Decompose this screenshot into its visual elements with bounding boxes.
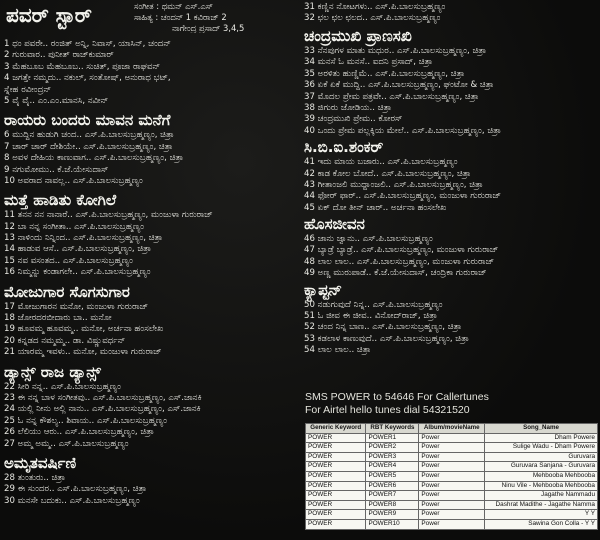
song-line: 36 ಏಕೆ ಏಕೆ ಮುದ್ದಿ.. ಎಸ್.ಪಿ.ಬಾಲಸುಬ್ರಹ್ಮಣ್ಯಂ, ಘಂಟೋ & ಚಿತ್ರಾ [304, 80, 494, 91]
song-line: 18 ಜೋರದರಬೀದಾರು ಬಾ.. ಮನೋ [4, 313, 112, 324]
table-cell: POWER [306, 462, 366, 472]
table-row [306, 462, 598, 472]
song-line: 1 ಧಂ ಪವರೇ.. ರಂಜಿತ್ ಅನ್ನಿ, ನಿವಾಸ್, ಯಾಸಿನ್, ಚಂದನ್ [4, 39, 171, 49]
table-cell: POWER [306, 481, 366, 491]
section-title: ರಾಯರು ಬಂದರು ಮಾವನ ಮನೆಗೆ [4, 111, 171, 130]
song-line: 6 ಮುದ್ದಿನ ಹುಡುಗಿ ಚಂದ.. ಎಸ್.ಪಿ.ಬಾಲಸುಬ್ರಹ್ಮಣ್ಯಂ, ಚಿತ್ರಾ [4, 130, 174, 141]
song-line: 32 ಛಲ ಛಲ ಛಲದ.. ಎಸ್.ಪಿ.ಬಾಲಸುಬ್ರಹ್ಮಣ್ಯಂ [304, 13, 441, 24]
song-line: 20 ಕನ್ನಡದ ನಮ್ಮಮ್ಮ.. ಡಾ. ವಿಷ್ಣುವರ್ಧನ್ [4, 335, 126, 346]
song-section [304, 280, 598, 357]
continued-songs [304, 2, 598, 25]
table-cell: POWER [306, 471, 366, 481]
section-title: ಅಮೃತವರ್ಷಿಣಿ [4, 453, 77, 472]
song-line: 3 ಮೆಹಬೂಬ ಮೆಹಬೂಬ.. ಸುಚಿತ್, ಪೂಜಾ ರಾಘವನ್ [4, 61, 161, 72]
song-line: 43 ಗೀತಾಂಜಲಿ ಮುಧ್ದಾಂಜಲಿ.. ಎಸ್.ಪಿ.ಬಾಲಸುಬ್ರಹ್ಮಣ್ಯಂ, ಚಿತ್ರಾ [304, 179, 483, 190]
song-line: 52 ಚಂದ ನಿನ್ನ ಬಾಣ.. ಎಸ್.ಪಿ.ಬಾಲಸುಬ್ರಹ್ಮಣ್ಯಂ, ಚಿತ್ರಾ [304, 322, 462, 333]
song-line: 47 ಬ್ಯಾಡ್ರೆ ಬ್ಯಾಡ್ರೆ.. ಎಸ್.ಪಿ.ಬಾಲಸುಬ್ರಹ್ಮಣ್ಯಂ, ಮಂಜುಳಾ ಗುರುರಾಜ್ [304, 245, 499, 256]
column-header: Album/movieName [419, 424, 485, 434]
table-cell: POWER [306, 452, 366, 462]
song-section [304, 137, 598, 214]
table-cell: Power [419, 462, 485, 472]
song-section [304, 26, 598, 137]
table-cell: POWER9 [366, 510, 419, 520]
song-line: 12 ಬಾ ನನ್ನ ಸಂಗೀತಾ.. ಎಸ್.ಪಿ.ಬಾಲಸುಬ್ರಹ್ಮಣ್ಯಂ [4, 221, 145, 232]
table-body [306, 433, 598, 529]
sms-line-hellotunes: For Airtel hello tunes dial 54321520 [305, 404, 470, 416]
song-line: 51 ಓ ಜೀವ ಈ ಜೀವ.. ವಿನೋದ್‌ರಾಜ್, ಚಿತ್ರಾ [304, 311, 438, 322]
song-line: 7 ಚಾರ್ ಚಾರ್ ದೇಶಿಯೇ.. ಎಸ್.ಪಿ.ಬಾಲಸುಬ್ರಹ್ಮಣ್ಯಂ, ಚಿತ್ರಾ [4, 141, 173, 152]
song-line: 21 ಯಾರಮ್ಮ ಇವಳು.. ಮನೋ, ಮಂಜುಳಾ ಗುರುರಾಜ್ [4, 347, 162, 358]
table-row [306, 519, 598, 529]
song-section [304, 214, 598, 280]
table-cell: Power [419, 510, 485, 520]
table-cell: Jagathe Nammadu [485, 491, 598, 501]
table-row [306, 500, 598, 510]
table-cell: POWER10 [366, 519, 419, 529]
song-line: 40 ಒಂದು ಪ್ರೇಮ ಪಲ್ಲಕ್ಕಿಯ ಮೇಲೆ.. ಎಸ್.ಪಿ.ಬಾಲಸುಬ್ರಹ್ಮಣ್ಯಂ, ಚಿತ್ರಾ [304, 125, 502, 136]
table-cell: Sulige Wadu - Dham Powere [485, 443, 598, 453]
song-line: 53 ಕಡಲಾಳ ಕಾಣುವುದೆ.. ಎಸ್.ಪಿ.ಬಾಲಸುಬ್ರಹ್ಮಣ್ಯಂ, ಚಿತ್ರಾ [304, 333, 470, 344]
table-cell: POWER [306, 510, 366, 520]
song-section [4, 110, 302, 187]
song-line: 54 ಲಾಲ ಲಾಲ.. ಚಿತ್ರಾ [304, 345, 371, 356]
song-line: 33 ನೆನಪುಗಳ ಮಾತು ಮಧುರ.. ಎಸ್.ಪಿ.ಬಾಲಸುಬ್ರಹ್ಮಣ್ಯಂ, ಚಿತ್ರಾ [304, 46, 487, 56]
table-row [306, 481, 598, 491]
table-row [306, 452, 598, 462]
table-cell: POWER [306, 433, 366, 443]
song-line: 13 ನಾಳಿಂದು ನಿನ್ನಿಂದ.. ಎಸ್.ಪಿ.ಬಾಲಸುಬ್ರಹ್ಮಣ್ಯಂ, ಚಿತ್ರಾ [4, 233, 163, 244]
table-cell: Dham Powere [485, 433, 598, 443]
credits-block [134, 1, 304, 33]
table-cell: POWER6 [366, 481, 419, 491]
song-line: 2 ಗುರುವಾರ.. ಪುನೀತ್ ರಾಜ್‌ಕುಮಾರ್ [4, 50, 114, 61]
table-cell: Dashrat Madithe - Jagathe Namma [485, 500, 598, 510]
table-cell: POWER2 [366, 443, 419, 453]
sms-line-callertunes: SMS POWER to 54646 For Callertunes [305, 391, 489, 403]
song-line: 4 ಜಗತ್ತೇ ನಮ್ಮದು.. ನಕುಲ್, ಸಂತೋಷ್, ಅನುರಾಧ ಭಟ್, [4, 73, 171, 84]
song-line: 14 ಹಾಡುವ ಆಸೆ.. ಎಸ್.ಪಿ.ಬಾಲಸುಬ್ರಹ್ಮಣ್ಯಂ, ಚಿತ್ರಾ [4, 244, 152, 255]
song-line: 46 ಜಾನು ಜ್ವಾನು.. ಎಸ್.ಪಿ.ಬಾಲಸುಬ್ರಹ್ಮಣ್ಯಂ [304, 234, 433, 245]
table-cell: POWER1 [366, 433, 419, 443]
song-line: 31 ಕಣ್ಣಿನ ನೋಟಗಳು.. ಎಸ್.ಪಿ.ಬಾಲಸುಬ್ರಹ್ಮಣ್ಯಂ [304, 2, 446, 12]
song-line: 34 ಮನಸೆ ಓ ಮನಸೆ.. ಐದನಿ ಪ್ರಸಾದ್, ಚಿತ್ರಾ [304, 57, 433, 68]
song-line: 9 ನಗುಮೋಮು.. ಕೆ.ಜೆ.ಯೇಸುದಾಸ್ [4, 164, 109, 175]
song-line: ಸ್ನೇಹ ರವೀಂದ್ರನ್ [4, 84, 52, 95]
song-line: 25 ಓ ನನ್ನ ಕೌಶಲ್ಯ.. ಶಿವಾಯ.. ಎಸ್.ಪಿ.ಬಾಲಸುಬ್ರಹ್ಮಣ್ಯಂ [4, 415, 168, 426]
song-line: 49 ಅಣ್ಣ ಮುರುಪಾಡೆ.. ಕೆ.ಜೆ.ಯೇಸುದಾಸ್, ಚಂದ್ರಿಕಾ ಗುರುರಾಜ್ [304, 268, 487, 279]
section-title: ಮತ್ತೆ ಹಾಡಿತು ಕೋಗಿಲೆ [4, 191, 117, 210]
left-song-sections [4, 39, 302, 507]
song-section [4, 282, 302, 359]
song-line: 19 ಹೂವಮ್ಮ ಹೂವಮ್ಮ.. ಮನೋ, ಅರ್ಚನಾ ಹಂಸಲೇಖ [4, 324, 164, 335]
song-line: 41 ಇದು ಮಾಯ ಬಜಾರು.. ಎಸ್.ಪಿ.ಬಾಲಸುಬ್ರಹ್ಮಣ್ಯಂ [304, 157, 458, 168]
song-line: 48 ಲಾಲ ಲಾಲ.. ಎಸ್.ಪಿ.ಬಾಲಸುಬ್ರಹ್ಮಣ್ಯಂ, ಮಂಜುಳಾ ಗುರುರಾಜ್ [304, 256, 495, 267]
table-cell: POWER [306, 500, 366, 510]
song-line: 42 ಕಾಡ ಕೋಲ ಬೋದೆ.. ಎಸ್.ಪಿ.ಬಾಲಸುಬ್ರಹ್ಮಣ್ಯಂ, ಚಿತ್ರಾ [304, 168, 471, 179]
table-header-row [306, 424, 598, 434]
table-cell: POWER [306, 443, 366, 453]
section-title: ಸಿ.ಬಿ.ಐ.ಶಂಕರ್ [304, 138, 384, 157]
song-line: 15 ನವ ವಸಂತದ.. ಎಸ್.ಪಿ.ಬಾಲಸುಬ್ರಹ್ಮಣ್ಯಂ [4, 255, 133, 266]
song-line: 8 ಅವಳ ದೇಹಿಯ ಕಾಣುವಾಗ.. ಎಸ್.ಪಿ.ಬಾಲಸುಬ್ರಹ್ಮಣ್ಯಂ, ಚಿತ್ರಾ [4, 153, 184, 164]
table-cell: Ninu Vile - Mehbooba Mehbooba [485, 481, 598, 491]
table-cell: POWER [306, 491, 366, 501]
song-line: 11 ತನನ ನನ ನಾನಾರೆ.. ಎಸ್.ಪಿ.ಬಾಲಸುಬ್ರಹ್ಮಣ್ಯಂ, ಮಂಜುಳಾ ಗುರುರಾಜ್ [4, 210, 213, 221]
table-cell: Power [419, 433, 485, 443]
section-title: ಕ್ಯಾಪ್ಟನ್ [304, 280, 343, 299]
song-line: 44 ಫೋರ್ ಫಾರ್.. ಎಸ್.ಪಿ.ಬಾಲಸುಬ್ರಹ್ಮಣ್ಯಂ, ಮಂಜುಳಾ ಗುರುರಾಜ್ [304, 191, 502, 202]
song-section [4, 190, 302, 278]
table-cell: Sawina Gon Colla - Y Y [485, 519, 598, 529]
song-line: 35 ಅರಳಿತು ಹುಣ್ಣಿಮೆ.. ಎಸ್.ಪಿ.ಬಾಲಸುಬ್ರಹ್ಮಣ್ಯಂ, ಚಿತ್ರಾ [304, 68, 465, 79]
table-row [306, 443, 598, 453]
table-cell: Power [419, 471, 485, 481]
song-line: 38 ಜಿಗುರು ಜೋಡಿಯ.. ಚಿತ್ರಾ [304, 102, 392, 113]
credit-line-music: ಸಂಗೀತ : ಥಮನ್ ಎಸ್.ಎಸ್ [134, 1, 213, 11]
song-line: 50 ನಡುಗುವುದೆ ನಿನ್ನ.. ಎಸ್.ಪಿ.ಬಾಲಸುಬ್ರಹ್ಮಣ್ಯಂ [304, 299, 443, 310]
table-cell: Y Y [485, 510, 598, 520]
table-row [306, 433, 598, 443]
table-cell: Power [419, 500, 485, 510]
table-row [306, 491, 598, 501]
song-line: 5 ವೈ ವೈ.. ಎಂ.ಎಂ.ಮಾನಸಿ, ನವೀನ್ [4, 95, 109, 106]
table-cell: POWER [306, 519, 366, 529]
table-cell: Guruvara Sanjana - Guruvara [485, 462, 598, 472]
table-cell: Power [419, 491, 485, 501]
song-line: 22 ಸೀರಿ ನನ್ನ.. ಎಸ್.ಪಿ.ಬಾಲಸುಬ್ರಹ್ಮಣ್ಯಂ [4, 381, 121, 392]
section-title: ಡ್ಯಾನ್ಸ್ ರಾಜ ಡ್ಯಾನ್ಸ್ [4, 362, 101, 381]
song-line: 30 ಮನಸೇ ಬದುಕು.. ಎಸ್.ಪಿ.ಬಾಲಸುಬ್ರಹ್ಮಣ್ಯಂ [4, 495, 140, 506]
song-line: 29 ಈ ಸುಂದರ.. ಎಸ್.ಪಿ.ಬಾಲಸುಬ್ರಹ್ಮಣ್ಯಂ, ಚಿತ್ರಾ [4, 484, 147, 495]
song-line: 37 ಮೊದಲ ಪ್ರೇಮ ಪತ್ರವೇ.. ಎಸ್.ಪಿ.ಬಾಲಸುಬ್ರಹ್ಮಣ್ಯಂ, ಚಿತ್ರಾ [304, 91, 479, 102]
column-header: Song_Name [485, 424, 598, 434]
song-line: 26 ಲೆಲಿಯು ಆರು.. ಎಸ್.ಪಿ.ಬಾಲಸುಬ್ರಹ್ಮಣ್ಯಂ, ಚಿತ್ರಾ [4, 427, 155, 438]
right-song-sections [304, 26, 598, 357]
song-section [4, 362, 302, 450]
table-cell: Power [419, 452, 485, 462]
section-title: ಮೋಜುಗಾರ ಸೊಗಸುಗಾರ [4, 282, 130, 301]
table-cell: POWER4 [366, 462, 419, 472]
table-cell: POWER7 [366, 491, 419, 501]
song-line: 23 ಈ ನನ್ನ ಬಾಳ ಸಂಗೀತವು.. ಎಸ್.ಪಿ.ಬಾಲಸುಬ್ರಹ್ಮಣ್ಯಂ, ಎಸ್.ಜಾನಕಿ [4, 392, 202, 403]
credit-line-lyrics: ಸಾಹಿತ್ಯ : ಚಂದನ್ 1 ಕವಿರಾಜ್ 2 [134, 11, 227, 22]
table-cell: POWER5 [366, 471, 419, 481]
song-line: 39 ಚಂದ್ರಮುಖಿ ಪ್ರೇಮ.. ಕೋರಸ್ [304, 114, 403, 125]
song-line: 17 ಮೋಜುಗಾರನ ಮನೋ, ಮಂಜುಳಾ ಗುರುರಾಜ್ [4, 301, 149, 312]
song-line: 28 ತುಂತುರು.. ಚಿತ್ರಾ [4, 472, 66, 483]
song-line: 27 ಅಮ್ಮ ಅಮ್ಮ.. ಎಸ್.ಪಿ.ಬಾಲಸುಬ್ರಹ್ಮಣ್ಯಂ [4, 438, 129, 449]
album-title: ಪವರ್ ಸ್ಟಾರ್ [6, 3, 92, 27]
song-section [4, 39, 302, 107]
credit-line-lyrics-2: ನಾಗೇಂದ್ರ ಪ್ರಸಾದ್ 3,4,5 [172, 22, 245, 33]
song-line: 24 ಯಲ್ಲಿ ನೀನು ಅಲ್ಲಿ ನಾನು.. ಎಸ್.ಪಿ.ಬಾಲಸುಬ್ರಹ್ಮಣ್ಯಂ, ಎಸ್.ಜಾನಕಿ [4, 404, 201, 415]
section-title: ಹೊಸಜೀವನ [304, 215, 365, 234]
table-cell: Power [419, 519, 485, 529]
table-cell: Mehbooba Mehbooba [485, 471, 598, 481]
table-cell: POWER8 [366, 500, 419, 510]
table-row [306, 510, 598, 520]
song-line: 45 ಏಕ್ ದೋ ತೀನ್ ಚಾರ್.. ಅರ್ಚನಾ ಹಂಸಲೇಖ [304, 202, 447, 213]
column-header: Generic Keyword [306, 424, 366, 434]
table-cell: Guruvara [485, 452, 598, 462]
table-cell: Power [419, 443, 485, 453]
song-section [4, 453, 302, 507]
section-title: ಚಂದ್ರಮುಖಿ ಪ್ರಾಣಸಖಿ [304, 27, 412, 45]
sms-info [305, 391, 489, 417]
song-line: 10 ಅವರಾದ ನಾವಲ್ಲ.. ಎಸ್.ಪಿ.ಬಾಲಸುಬ್ರಹ್ಮಣ್ಯಂ [4, 175, 143, 186]
song-line: 16 ನಿಮ್ಮನ್ನು ಕಂಡಾಗಲೇ.. ಎಸ್.ಪಿ.ಬಾಲಸುಬ್ರಹ್ಮಣ್ಯಂ [4, 267, 151, 278]
table-row [306, 471, 598, 481]
column-header: RBT Keywords [366, 424, 419, 434]
table-cell: POWER3 [366, 452, 419, 462]
caller-tune-table [305, 423, 598, 530]
table-cell: Power [419, 481, 485, 491]
